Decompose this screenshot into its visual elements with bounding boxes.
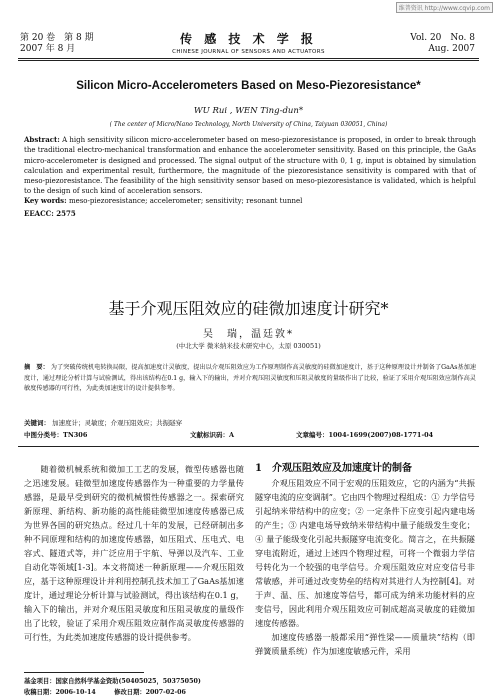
journal-name-cn: 传 感 技 术 学 报: [180, 32, 317, 46]
section-divider: [18, 446, 479, 447]
revised-date: 2007-02-06: [145, 689, 186, 696]
footnote-rule: [24, 672, 144, 673]
fund-text: 国家自然科学基金资助(50405025，50375050): [55, 678, 201, 685]
chinese-abstract: [24, 363, 476, 395]
chinese-affiliation: (中北大学 微米纳米技术研究中心，太原 030051): [176, 342, 321, 350]
chinese-abstract-text: 为了突破传统机电转换局限，提高加速度计灵敏度，提出以介观压阻效应为工作原理制作高灵敏度的硅微加速度计，基于这种原理设计并制备了GaAs基加速度计，通过理论分析计算与试验测试，得出该结构在0.1 g，输入下的输出，并对介观压阻灵敏度和压阻灵敏度的量级作出了比较，验证了采用介观压阻效应制作高灵敏度传感器的可行性，为此类加速度计的设计提供参考。: [24, 364, 477, 393]
chinese-title: 基于介观压阻效应的硅微加速度计研究*: [108, 299, 389, 318]
eeacc-code: EEACC: 2575: [24, 209, 76, 218]
section-paragraph-2: 加速度传感器一般都采用“弹性梁——质量块”结构（即弹簧质量系统）作为加速度敏感元件，采用: [255, 632, 475, 656]
english-keywords: [24, 196, 476, 206]
english-authors: WU Rui , WEN Ting-dun*: [193, 106, 304, 116]
section-heading: 1 介观压阻效应及加速度计的制备: [255, 463, 412, 474]
article-number: [296, 430, 433, 439]
chinese-authors: 吴 瑞，温廷敦*: [203, 329, 294, 340]
english-abstract: [24, 135, 476, 197]
english-affiliation: ( The center of Micro/Nano Technology, North University of China, Taiyuan 030051, China): [109, 121, 388, 128]
date-en: Aug. 2007: [428, 44, 475, 54]
clc-value: TN306: [63, 431, 88, 439]
chinese-abstract-label: 摘 要：: [24, 364, 49, 371]
english-abstract-label: Abstract:: [24, 135, 60, 144]
english-abstract-text: A high sensitivity silicon micro-accelerometer based on meso-piezoresistance is proposed, in order to break through the traditional electro-mechanical transformation and enhance the accelerometer sensitivity. Based on this principle, the GaAs micro-accelerometer is designed and processed. The signal output of the structure with 0, 1 g, input is obtained by simulation calculation and experimental result, furthermore, the magnitude of the piezoresistance sensitivity is compared with that of meso-piezoresistance. The feasibility of the high sensitivity sensor based on meso-piezoresistance is validated, which is helpful to the design of such kind of acceleration sensors.: [24, 136, 476, 196]
doc-code-label: 文献标识码：: [190, 431, 229, 439]
received-date: 2006-10-14: [55, 689, 96, 696]
chinese-keywords-text: 加速度计；灵敏度；介观压阻效应；共振隧穿: [52, 419, 183, 427]
header-rule-bottom: [18, 60, 479, 61]
header-right: [410, 33, 475, 55]
section-paragraph-1: 介观压阻效应不同于宏观的压阻效应，它的内涵为“共振隧穿电流的应变调制”。它由四个物理过程组成：① 力学信号引起纳米带结构中的应变；② 一定条件下应变引起内建电场的产生；③ 内建电场导致纳米带结构中量子能级发生变化；④ 量子能级变化引起共振隧穿电流变化。简言之，在共振隧穿电流附近，通过上述四个物理过程，可将一个微弱力学信号转化为一个较强的电学信号。介观压阻效应对应变信号非常敏感，并可通过改变势垒的结构对其进行人为控制[4]。对于声、温、压、加速度等信号，都可成为纳米功能材料的应变信号，因此利用介观压阻效应可制成超高灵敏度的硅微加速度传感器。: [255, 478, 475, 628]
received-label: 收稿日期：: [24, 689, 56, 696]
revised-label: 修改日期：: [114, 689, 146, 696]
intro-paragraph: 随着微机械系统和微加工工艺的发展，微型传感器也随之迅速发展。硅微型加速度传感器作为一种重要的力学量传感器，是最早受到研究的微机械惯性传感器之一。探索研究新原理、新结构、新功能的高性能硅微型加速度传感器已成为世界各国的研究热点。经过几十年的发展，已经研制出多种不同原理和结构的加速度传感器，如压阻式、压电式、电容式、隧道式等，并广泛应用于宇航、导弹以及汽车、工业自动化等领域[1-3]。本文将简述一种新原理——介观压阻效应，基于这种原理设计并利用控制孔技术加工了GaAs基加速度计，通过理论分析计算与试验测试，得出该结构在0.1 g，输入下的输出，并对介观压阻灵敏度和压阻灵敏度的量级作出了比较，验证了采用介观压阻效应制作高灵敏度传感器的可行性，为此类加速度传感器的设计提供参考。: [24, 464, 244, 642]
english-keywords-label: Key words:: [24, 196, 67, 205]
volume-issue-cn: 第 20 卷 第 8 期: [20, 33, 94, 43]
doc-code-value: A: [229, 431, 235, 439]
volume-issue-en: Vol. 20 No. 8: [410, 33, 475, 43]
article-no-value: 1004-1699(2007)08-1771-04: [328, 431, 434, 439]
document-code: [190, 430, 234, 439]
body-column-right: [255, 462, 475, 658]
english-title: Silicon Micro-Accelerometers Based on Meso-Piezoresistance*: [76, 80, 421, 92]
date-note: [24, 687, 186, 696]
chinese-keywords-label: 关键词：: [24, 419, 50, 427]
header-rule-top: [18, 58, 479, 59]
fund-label: 基金项目：: [24, 678, 56, 685]
body-column-left: [24, 462, 244, 644]
english-keywords-text: meso-piezoresistance; accelerometer; sensitivity; resonant tunnel: [68, 197, 303, 205]
chinese-keywords: [24, 418, 476, 427]
clc-label: 中图分类号：: [24, 431, 63, 439]
clc-number: [24, 430, 87, 439]
date-cn: 2007 年 8 月: [20, 44, 76, 54]
article-no-label: 文章编号：: [296, 431, 329, 439]
watermark-badge: 维普资讯 http://www.cqvip.com: [396, 2, 493, 13]
funding-note: [24, 676, 201, 685]
journal-name-en: CHINESE JOURNAL OF SENSORS AND ACTUATORS: [172, 49, 325, 55]
